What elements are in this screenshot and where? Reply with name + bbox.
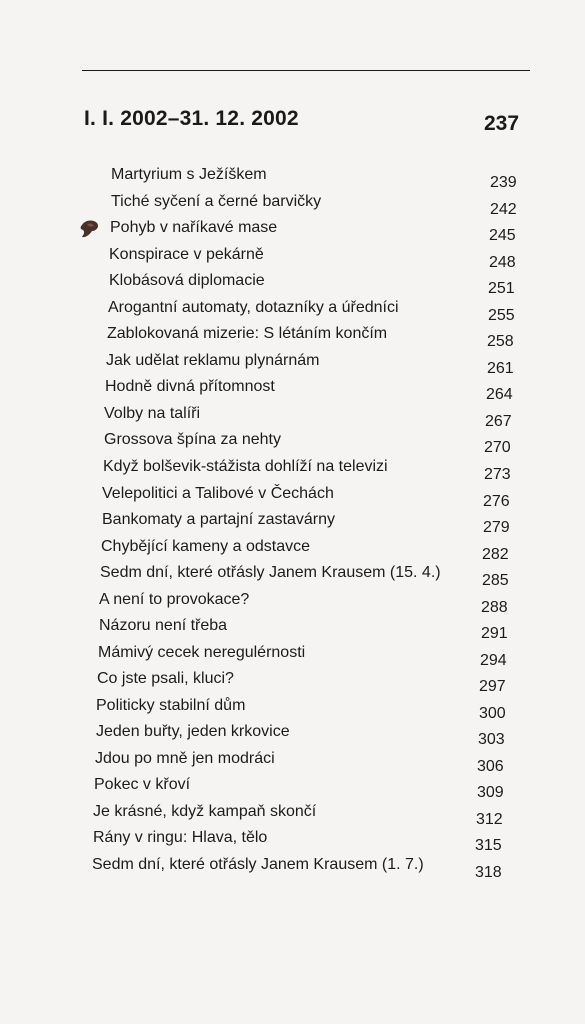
toc-entry-page-number: 239: [490, 174, 517, 191]
toc-entry: [0, 776, 585, 800]
toc-entry-title: A není to provokace?: [99, 591, 250, 608]
toc-entry: [0, 405, 585, 429]
toc-entry-page-number: 270: [484, 439, 511, 456]
toc-entry: [0, 697, 585, 721]
toc-entry-page-number: 312: [476, 811, 503, 828]
toc-entry-page-number: 285: [482, 572, 509, 589]
toc-entry-page-number: 279: [483, 519, 510, 536]
toc-entry: [0, 538, 585, 562]
toc-entry-title: Volby na talíři: [104, 405, 201, 422]
toc-entry-page-number: 251: [488, 280, 515, 297]
toc-entry-title: Grossova špína za nehty: [104, 431, 281, 448]
toc-entry: [0, 431, 585, 455]
toc-entry: [0, 352, 585, 376]
toc-entry-page-number: 264: [486, 386, 513, 403]
toc-entry-title: Jdou po mně jen modráci: [95, 750, 275, 767]
toc-entry: [0, 670, 585, 694]
toc-entry-page-number: 315: [475, 837, 502, 854]
toc-entry-page-number: 276: [483, 493, 510, 510]
toc-entry-title: Rány v ringu: Hlava, tělo: [93, 829, 268, 846]
toc-entry-title: Konspirace v pekárně: [109, 246, 264, 263]
toc-entry: [0, 644, 585, 668]
toc-entry-title: Je krásné, když kampaň skončí: [93, 803, 317, 820]
toc-entry-title: Velepolitici a Talibové v Čechách: [102, 485, 334, 502]
toc-entry: [0, 511, 585, 535]
toc-entry: [0, 458, 585, 482]
toc-entry: [0, 591, 585, 615]
toc-entry-title: Co jste psali, kluci?: [97, 670, 234, 687]
toc-entry-title: Mámivý cecek neregulérnosti: [98, 644, 306, 661]
toc-entry-title: Arogantní automaty, dotazníky a úředníci: [108, 299, 399, 316]
toc-entry: [0, 246, 585, 270]
toc-entry: [0, 723, 585, 747]
toc-entry-title: Bankomaty a partajní zastavárny: [102, 511, 336, 528]
toc-entry-title: Sedm dní, které otřásly Janem Krausem (15. 4.): [100, 564, 441, 581]
toc-entry-page-number: 261: [487, 360, 514, 377]
toc-entry-title: Sedm dní, které otřásly Janem Krausem (1. 7.): [92, 856, 424, 873]
toc-entry-page-number: 258: [487, 333, 514, 350]
toc-entry: [0, 219, 585, 243]
toc-entry-title: Názoru není třeba: [99, 617, 228, 634]
toc-entry-title: Jak udělat reklamu plynárnám: [106, 352, 320, 369]
toc-entry-title: Pokec v křoví: [94, 776, 191, 793]
toc-entry: [0, 617, 585, 641]
toc-entry-title: Politicky stabilní dům: [96, 697, 246, 714]
toc-entry-page-number: 273: [484, 466, 511, 483]
toc-entry: [0, 325, 585, 349]
toc-entry-title: Když bolševik-stážista dohlíží na televizi: [103, 458, 388, 475]
toc-entry-title: Hodně divná přítomnost: [105, 378, 275, 395]
toc-entry: [0, 166, 585, 190]
toc-entry-page-number: 306: [477, 758, 504, 775]
toc-entry: [0, 299, 585, 323]
toc-entry-page-number: 318: [475, 864, 502, 881]
toc-entry: [0, 485, 585, 509]
toc-entry: [0, 803, 585, 827]
toc-entry-title: Martyrium s Ježíškem: [111, 166, 267, 183]
toc-entry-title: Tiché syčení a černé barvičky: [111, 193, 322, 210]
header-rule: [82, 70, 530, 71]
toc-entry-page-number: 291: [481, 625, 508, 642]
toc-entry: [0, 856, 585, 880]
toc-entry-page-number: 245: [489, 227, 516, 244]
toc-entry-page-number: 288: [481, 599, 508, 616]
toc-entry-title: Chybějící kameny a odstavce: [101, 538, 310, 555]
toc-entry-page-number: 303: [478, 731, 505, 748]
toc-entry-title: Zablokovaná mizerie: S létáním končím: [107, 325, 388, 342]
toc-entry: [0, 564, 585, 588]
section-title: I. I. 2002–31. 12. 2002: [84, 107, 299, 130]
toc-entry: [0, 378, 585, 402]
toc-entry-page-number: 300: [479, 705, 506, 722]
toc-entry-title: Jeden buřty, jeden krkovice: [96, 723, 290, 740]
toc-entry-page-number: 242: [490, 201, 517, 218]
toc-entry-title: Klobásová diplomacie: [109, 272, 265, 289]
toc-entry-title: Pohyb v naříkavé mase: [110, 219, 278, 236]
toc-entry-page-number: 248: [489, 254, 516, 271]
toc-entry-page-number: 294: [480, 652, 507, 669]
toc-entry-page-number: 309: [477, 784, 504, 801]
toc-entry-page-number: 267: [485, 413, 512, 430]
section-page-number: 237: [484, 112, 520, 135]
toc-entry: [0, 193, 585, 217]
toc-entry: [0, 272, 585, 296]
toc-entry-page-number: 282: [482, 546, 509, 563]
toc-entry-page-number: 255: [488, 307, 515, 324]
toc-entry-page-number: 297: [479, 678, 506, 695]
toc-entry: [0, 829, 585, 853]
toc-entry: [0, 750, 585, 774]
